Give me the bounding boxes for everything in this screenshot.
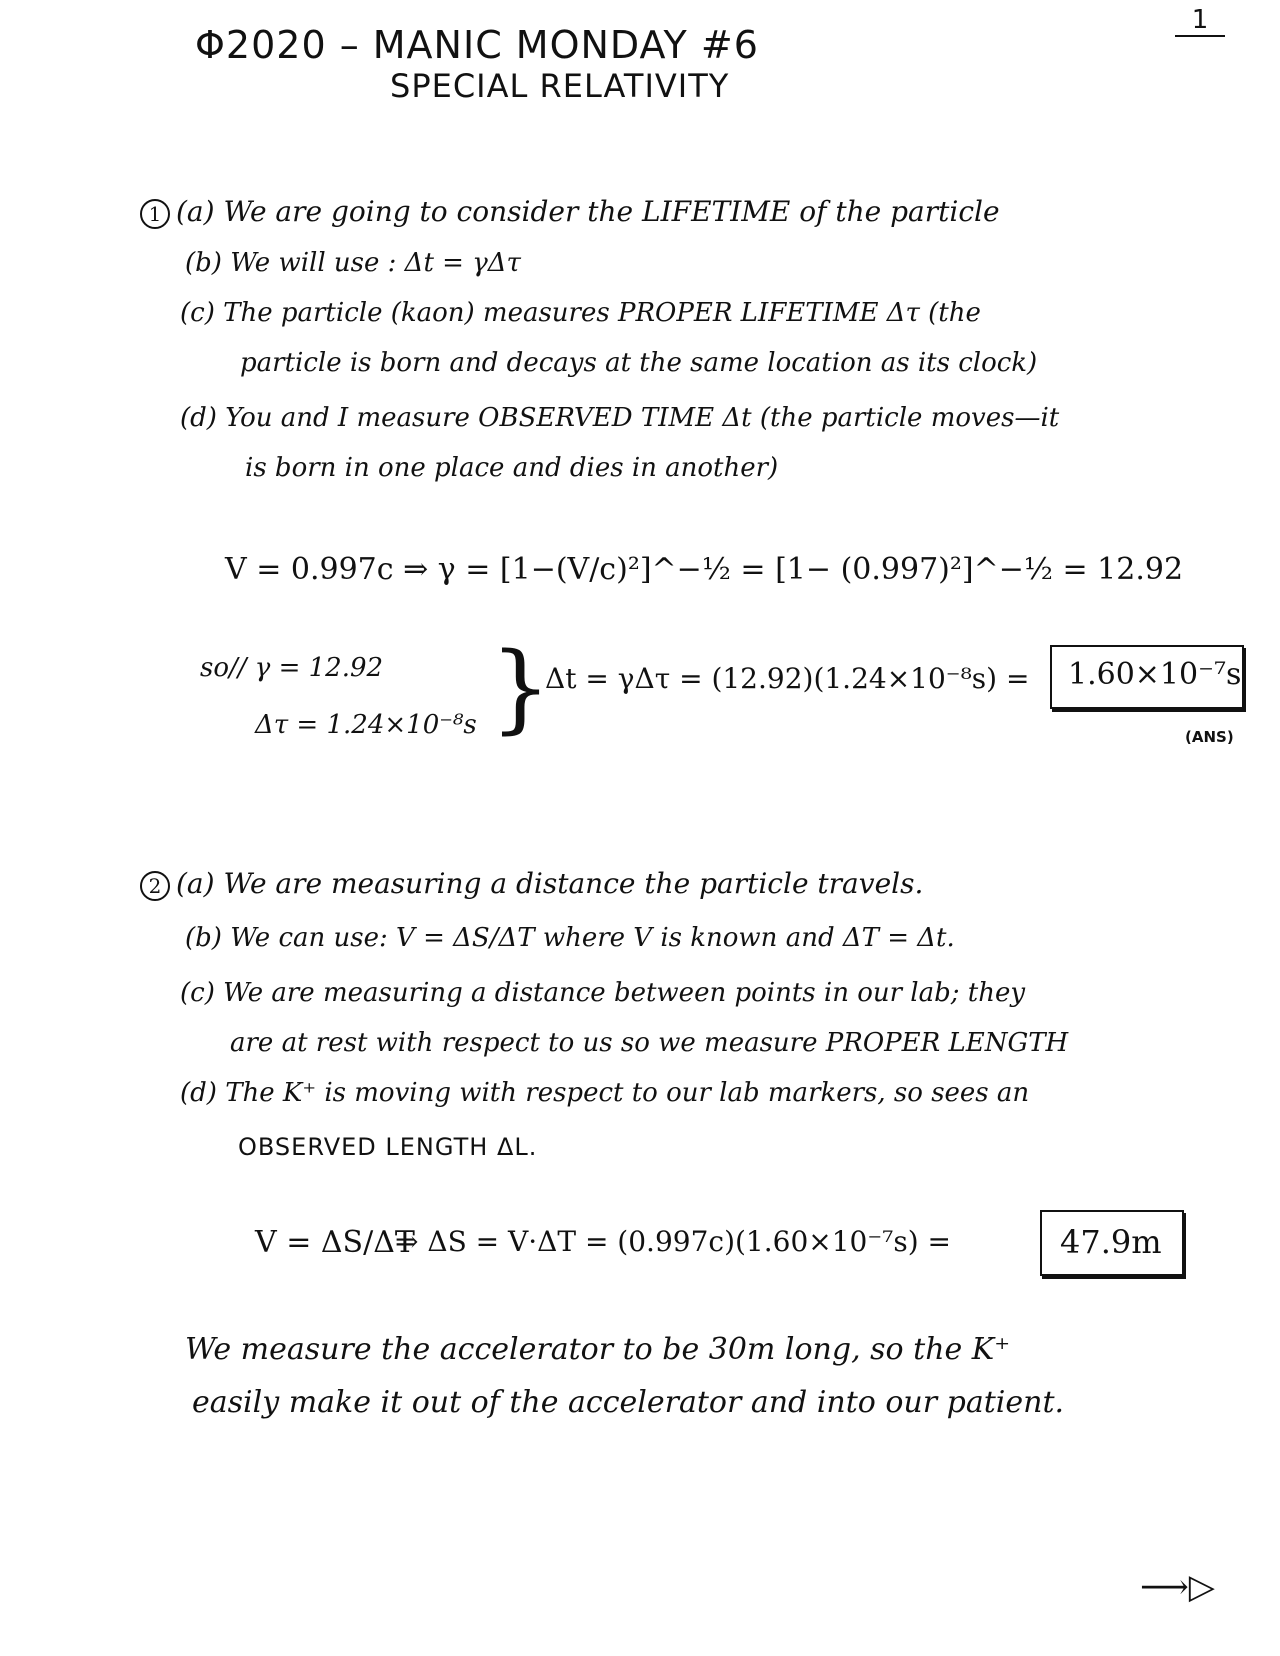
- next-page-arrow-icon: ⟶▷: [1140, 1567, 1215, 1607]
- answer-label: (ANS): [1185, 728, 1234, 746]
- problem2-part-b: (b) We can use: V = ΔS/ΔT where V is known and ΔT = Δt.: [185, 923, 955, 953]
- answer-time: 1.60×10⁻⁷s: [1068, 657, 1242, 692]
- velocity-equation: V = ΔS/ΔT: [255, 1225, 415, 1260]
- page-number: [1170, 5, 1230, 37]
- problem2-part-c-line2: are at rest with respect to us so we measure PROPER LENGTH: [230, 1028, 1069, 1058]
- given-brace: }: [490, 632, 552, 744]
- conclusion-line2: easily make it out of the accelerator and into our patient.: [192, 1385, 1065, 1420]
- problem2-part-d-line2: OBSERVED LENGTH ΔL.: [238, 1133, 538, 1161]
- page-number-underline: [1175, 35, 1225, 37]
- problem1-part-a: [140, 195, 1000, 229]
- problem1-part-b: (b) We will use : Δt = γΔτ: [185, 248, 521, 278]
- problem2-part-c-line1: (c) We are measuring a distance between points in our lab; they: [180, 978, 1026, 1008]
- problem1-part-d-line1: (d) You and I measure OBSERVED TIME Δt (the particle moves—it: [180, 403, 1060, 433]
- problem2-number: 2: [140, 871, 170, 901]
- page-number-text: 1: [1191, 5, 1209, 35]
- given-gamma: so// γ = 12.92: [200, 653, 384, 683]
- problem1-part-d-line2: is born in one place and dies in another): [245, 453, 779, 483]
- gamma-equation: V = 0.997c ⇒ γ = [1−(V/c)²]^−½ = [1− (0.997)²]^−½ = 12.92: [225, 552, 1184, 587]
- problem2-part-a: [140, 867, 924, 901]
- problem1-part-c-line1: (c) The particle (kaon) measures PROPER LIFETIME Δτ (the: [180, 298, 981, 328]
- problem1-a-text: (a) We are going to consider the LIFETIME of the particle: [176, 195, 1000, 228]
- page-subtitle: SPECIAL RELATIVITY: [390, 67, 730, 105]
- dilated-time-equation: Δt = γΔτ = (12.92)(1.24×10⁻⁸s) =: [545, 662, 1030, 695]
- problem2-a-text: (a) We are measuring a distance the particle travels.: [176, 867, 924, 900]
- distance-equation: ⇒ ΔS = V·ΔT = (0.997c)(1.60×10⁻⁷s) =: [395, 1225, 952, 1258]
- problem2-part-d-line1: (d) The K⁺ is moving with respect to our lab markers, so sees an: [180, 1078, 1030, 1108]
- problem1-number: 1: [140, 199, 170, 229]
- given-proper-time: Δτ = 1.24×10⁻⁸s: [255, 710, 477, 740]
- page-title: Φ2020 – MANIC MONDAY #6: [195, 23, 759, 67]
- problem1-part-c-line2: particle is born and decays at the same location as its clock): [240, 348, 1038, 378]
- conclusion-line1: We measure the accelerator to be 30m long, so the K⁺: [185, 1332, 1011, 1367]
- answer-distance: 47.9m: [1060, 1223, 1162, 1261]
